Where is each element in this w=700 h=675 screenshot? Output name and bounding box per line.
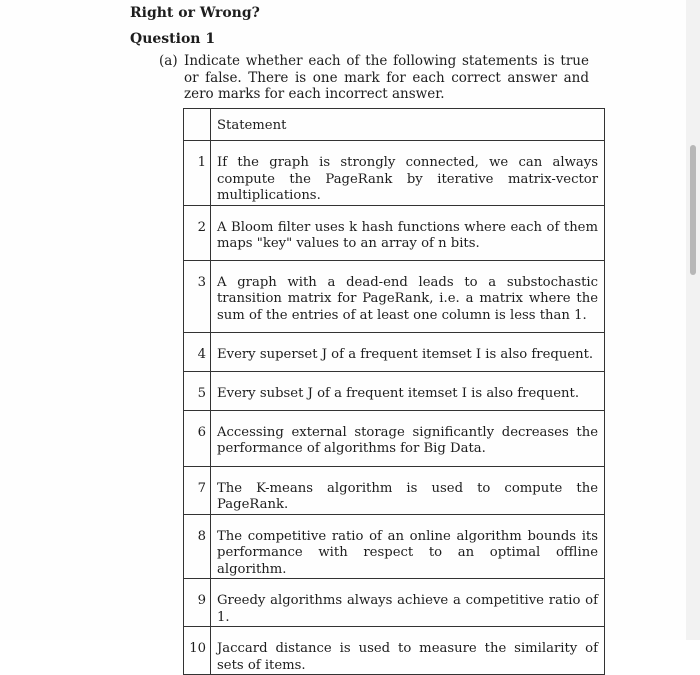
table-row (184, 466, 605, 514)
row-number: 1 (184, 141, 211, 206)
table-header-num-cell (184, 109, 211, 141)
question-title: Question 1 (130, 31, 216, 47)
row-statement: Greedy algorithms always achieve a competitive ratio of 1. (211, 579, 605, 627)
row-statement: Accessing external storage significantly decreases the performance of algorithms for Big Data. (211, 410, 605, 466)
table-row (184, 371, 605, 410)
part-label: (a) (159, 53, 178, 69)
table-header-row (184, 109, 605, 141)
row-number: 8 (184, 514, 211, 579)
vertical-scrollbar[interactable] (686, 0, 700, 640)
table-row (184, 410, 605, 466)
table-row (184, 627, 605, 675)
row-number: 2 (184, 205, 211, 260)
row-number: 4 (184, 332, 211, 371)
row-number: 3 (184, 260, 211, 332)
row-number: 10 (184, 627, 211, 675)
table-row (184, 260, 605, 332)
table-row (184, 205, 605, 260)
table-row (184, 332, 605, 371)
table-header-statement: Statement (211, 109, 605, 141)
row-number: 7 (184, 466, 211, 514)
table-row (184, 141, 605, 206)
statements-table (183, 108, 605, 675)
row-statement: Every superset J of a frequent itemset I is also frequent. (211, 332, 605, 371)
row-statement: If the graph is strongly connected, we can always compute the PageRank by iterative matrix-vector multiplications. (211, 141, 605, 206)
row-number: 6 (184, 410, 211, 466)
row-statement: The K-means algorithm is used to compute the PageRank. (211, 466, 605, 514)
part-instructions: Indicate whether each of the following statements is true or false. There is one mark for each correct answer and zero marks for each incorrect answer. (184, 53, 589, 102)
row-statement: The competitive ratio of an online algorithm bounds its performance with respect to an optimal offline algorithm. (211, 514, 605, 579)
scrollbar-thumb[interactable] (690, 145, 696, 275)
table-row (184, 514, 605, 579)
row-statement: A Bloom filter uses k hash functions where each of them maps "key" values to an array of n bits. (211, 205, 605, 260)
table-row (184, 579, 605, 627)
row-number: 5 (184, 371, 211, 410)
row-statement: A graph with a dead-end leads to a substochastic transition matrix for PageRank, i.e. a matrix where the sum of the entries of at least one column is less than 1. (211, 260, 605, 332)
row-number: 9 (184, 579, 211, 627)
row-statement: Every subset J of a frequent itemset I is also frequent. (211, 371, 605, 410)
row-statement: Jaccard distance is used to measure the similarity of sets of items. (211, 627, 605, 675)
section-title: Right or Wrong? (130, 5, 260, 21)
